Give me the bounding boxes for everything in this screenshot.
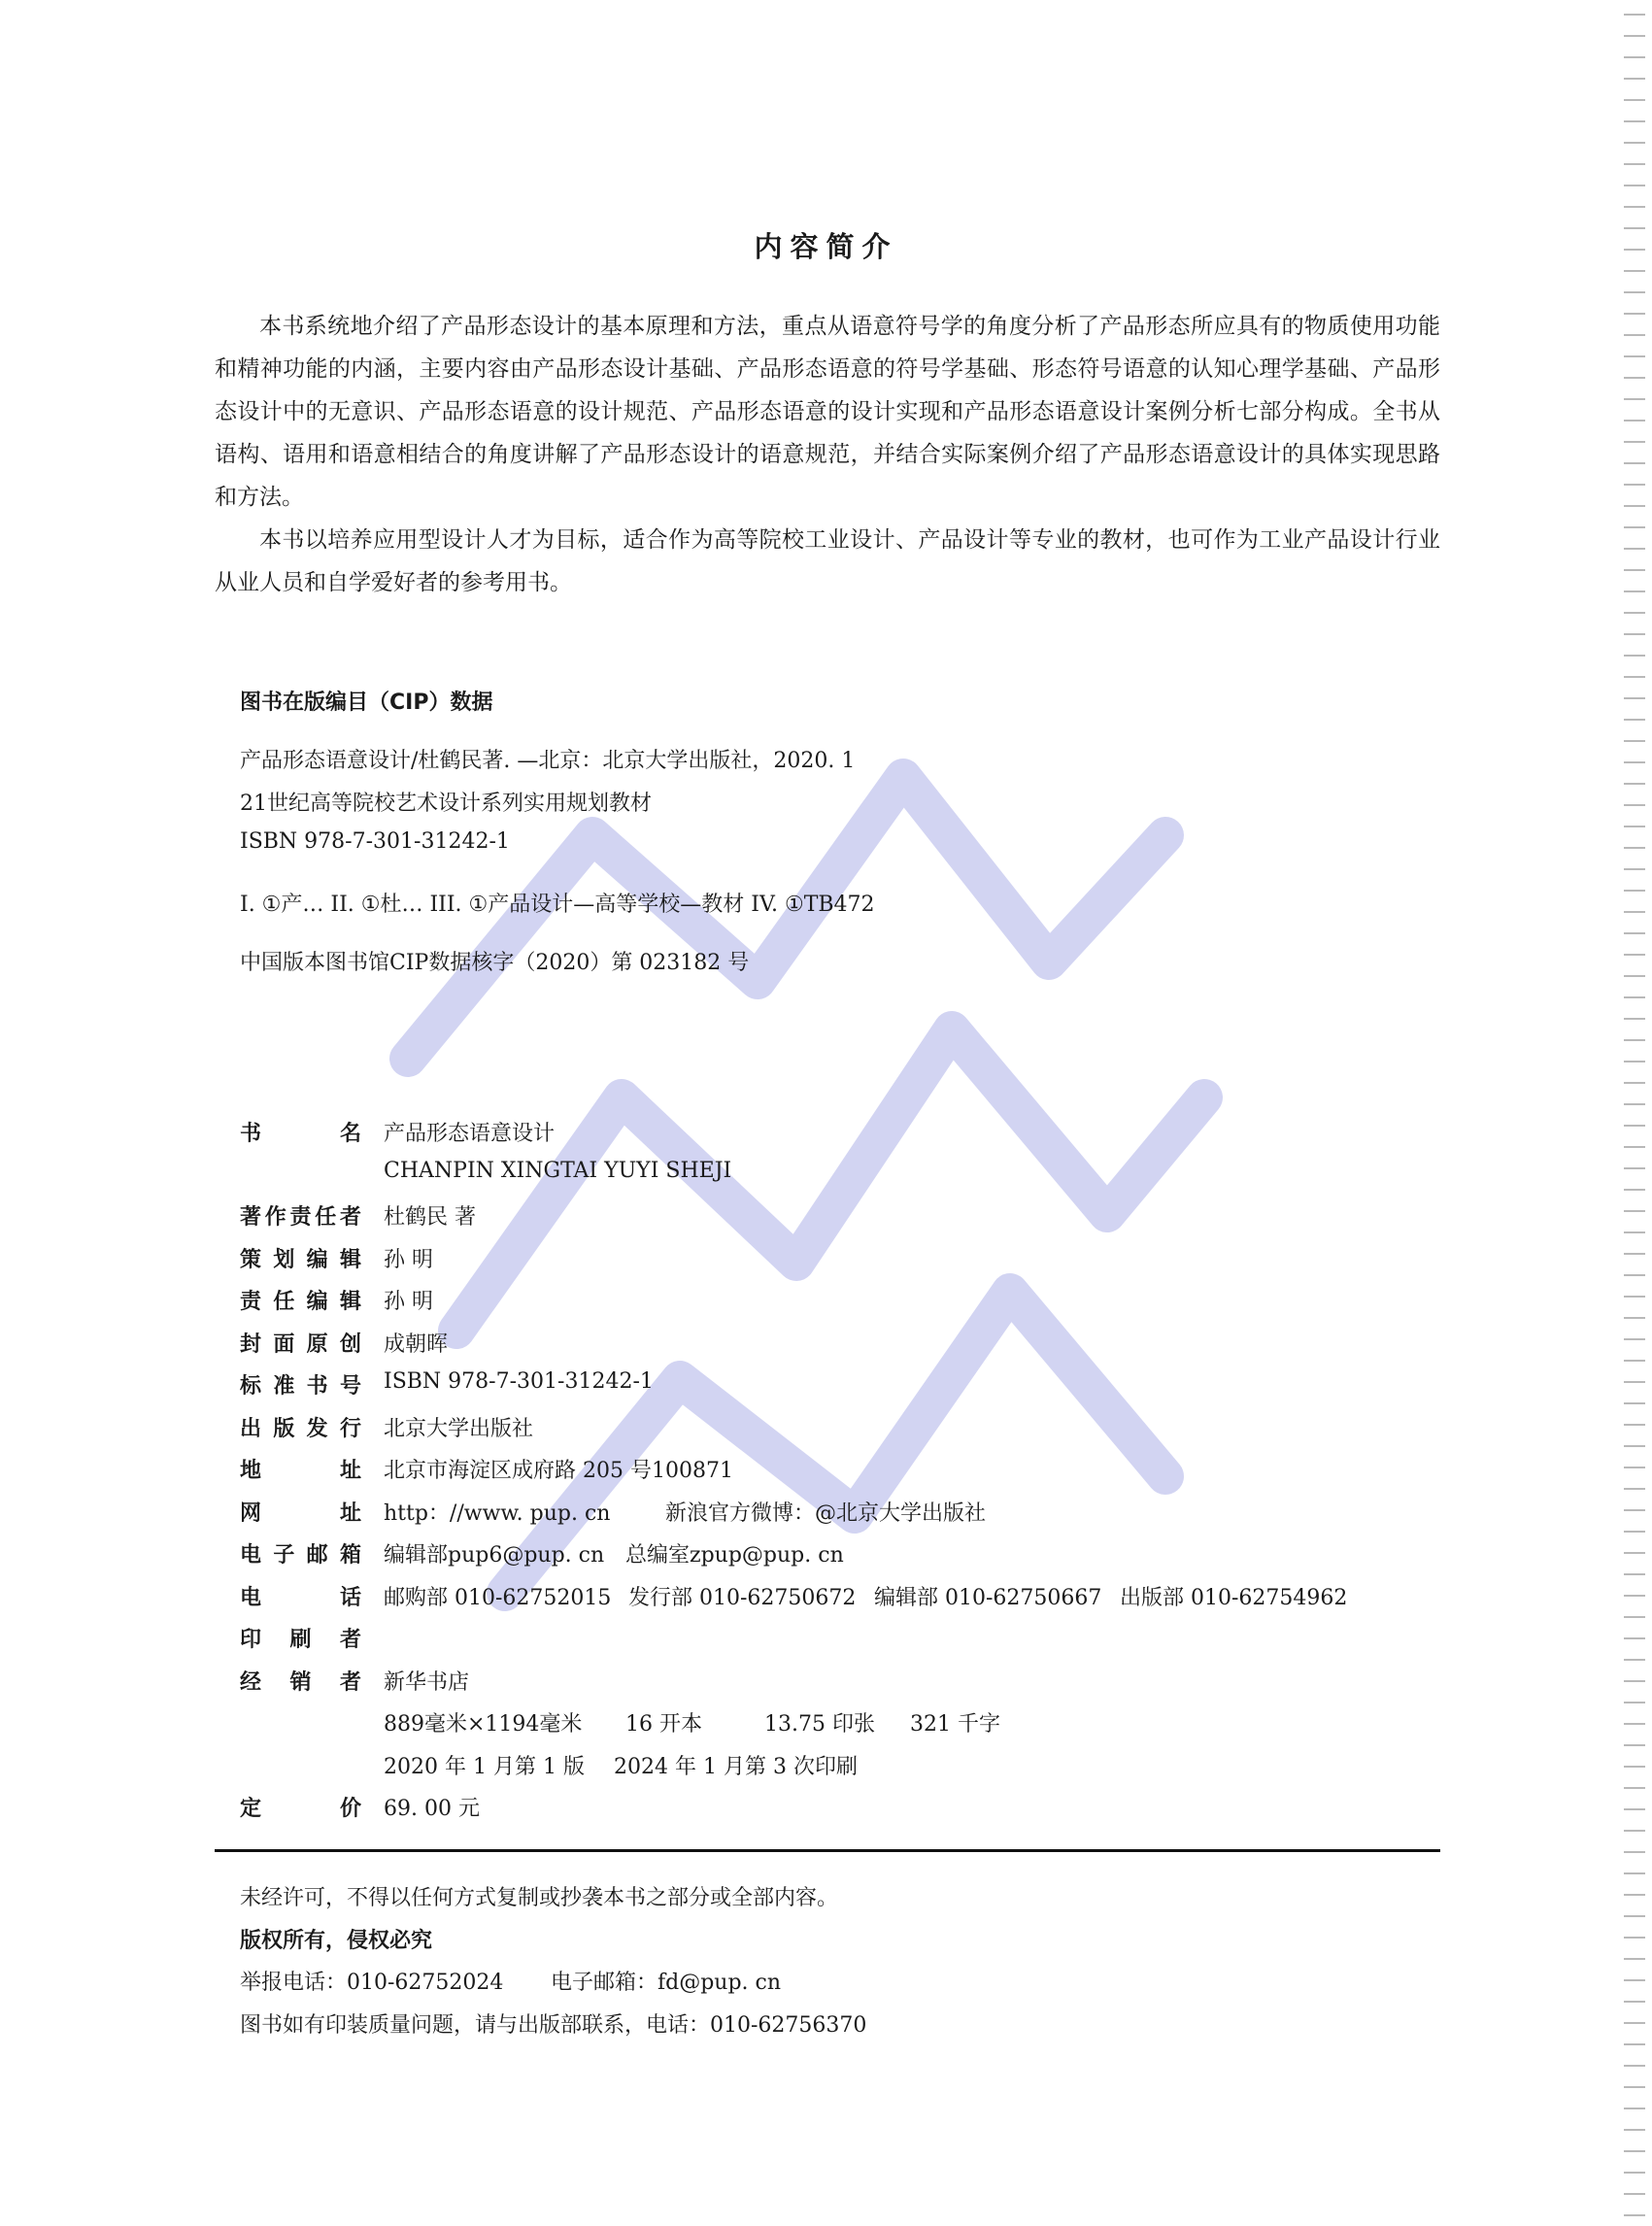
page-edge-ticks <box>1624 0 1652 2226</box>
edge-tick <box>1624 911 1645 913</box>
edge-tick <box>1624 1317 1645 1319</box>
info-label: 印刷者 <box>240 1628 361 1652</box>
rights-statement: 版权所有，侵权必究 <box>240 1929 433 1953</box>
info-value: 孙 明 <box>384 1290 433 1314</box>
edge-tick <box>1624 590 1645 592</box>
info-label: 标准书号 <box>240 1374 361 1399</box>
edge-tick <box>1624 1146 1645 1148</box>
edge-tick <box>1624 1851 1645 1853</box>
edge-tick <box>1624 1680 1645 1682</box>
edge-tick <box>1624 441 1645 443</box>
edge-tick <box>1624 1808 1645 1810</box>
edge-tick <box>1624 1830 1645 1832</box>
edge-tick <box>1624 1595 1645 1597</box>
edge-tick <box>1624 313 1645 315</box>
edge-tick <box>1624 2065 1645 2067</box>
edge-tick <box>1624 932 1645 934</box>
info-value: 杜鹤民 著 <box>384 1205 476 1230</box>
edge-tick <box>1624 655 1645 657</box>
summary-paragraph: 本书以培养应用型设计人才为目标，适合作为高等院校工业设计、产品设计等专业的教材，也可作为工业产品设计行业从业人员和自学爱好者的参考用书。 <box>215 527 1440 595</box>
edge-tick <box>1624 2043 1645 2045</box>
edge-tick <box>1624 142 1645 144</box>
cip-line: ISBN 978-7-301-31242-1 <box>240 829 510 854</box>
edge-tick <box>1624 1958 1645 1960</box>
phone-editorial: 编辑部 010-62750667 <box>874 1586 1102 1610</box>
report-phone: 举报电话：010-62752024 <box>240 1971 504 1995</box>
edge-tick <box>1624 1445 1645 1447</box>
price-value: 69. 00 元 <box>384 1797 480 1821</box>
edge-tick <box>1624 270 1645 272</box>
edge-tick <box>1624 120 1645 122</box>
edge-tick <box>1624 1766 1645 1768</box>
edge-tick <box>1624 334 1645 336</box>
email-editorial: 编辑部pup6@pup. cn <box>384 1543 605 1568</box>
edge-tick <box>1624 804 1645 806</box>
format-sheets: 13.75 印张 <box>764 1712 875 1737</box>
edge-tick <box>1624 1531 1645 1533</box>
edge-tick <box>1624 847 1645 849</box>
edge-tick <box>1624 2150 1645 2152</box>
edge-tick <box>1624 1381 1645 1383</box>
edge-tick <box>1624 420 1645 422</box>
website-url: http：//www. pup. cn <box>384 1501 611 1526</box>
info-label: 电话 <box>240 1586 361 1610</box>
phone-distribution: 发行部 010-62750672 <box>628 1586 857 1610</box>
edge-tick <box>1624 526 1645 528</box>
phone-mail-order: 邮购部 010-62752015 <box>384 1586 612 1610</box>
edge-tick <box>1624 14 1645 16</box>
edge-tick <box>1624 1488 1645 1490</box>
cip-line: 产品形态语意设计/杜鹤民著. —北京：北京大学出版社，2020. 1 <box>240 749 856 773</box>
format-size: 889毫米×1194毫米 <box>384 1712 583 1737</box>
edge-tick <box>1624 2172 1645 2174</box>
edge-tick <box>1624 398 1645 400</box>
edge-tick <box>1624 377 1645 379</box>
edge-tick <box>1624 1039 1645 1041</box>
edge-tick <box>1624 1616 1645 1618</box>
info-label: 出版发行 <box>240 1417 361 1441</box>
info-label: 网址 <box>240 1501 361 1526</box>
edge-tick <box>1624 163 1645 165</box>
edge-tick <box>1624 1424 1645 1426</box>
edge-tick <box>1624 2086 1645 2088</box>
edge-tick <box>1624 868 1645 870</box>
edge-tick <box>1624 1637 1645 1639</box>
divider-rule <box>215 1849 1440 1852</box>
info-label: 封面原创 <box>240 1332 361 1357</box>
edge-tick <box>1624 355 1645 357</box>
info-value: 新华书店 <box>384 1670 470 1695</box>
edge-tick <box>1624 1253 1645 1255</box>
edge-tick <box>1624 633 1645 635</box>
edge-tick <box>1624 826 1645 827</box>
edge-tick <box>1624 719 1645 721</box>
edge-tick <box>1624 1061 1645 1062</box>
edge-tick <box>1624 1402 1645 1404</box>
edge-tick <box>1624 890 1645 892</box>
edge-tick <box>1624 1125 1645 1127</box>
cip-classification: I. ①产… II. ①杜… III. ①产品设计—高等学校—教材 IV. ①TB472 <box>240 893 875 917</box>
edge-tick <box>1624 1274 1645 1276</box>
edge-tick <box>1624 1872 1645 1874</box>
phone-publishing: 出版部 010-62754962 <box>1120 1586 1348 1610</box>
edge-tick <box>1624 1018 1645 1020</box>
email-chief-office: 总编室zpup@pup. cn <box>625 1543 844 1568</box>
info-label: 定价 <box>240 1797 361 1821</box>
edge-tick <box>1624 2214 1645 2216</box>
edge-tick <box>1624 740 1645 742</box>
edition-print: 2024 年 1 月第 3 次印刷 <box>614 1755 858 1779</box>
edge-tick <box>1624 99 1645 101</box>
edge-tick <box>1624 612 1645 614</box>
weibo-account: 新浪官方微博：@北京大学出版社 <box>665 1501 987 1526</box>
edge-tick <box>1624 1296 1645 1298</box>
edge-tick <box>1624 484 1645 486</box>
edge-tick <box>1624 954 1645 956</box>
edition-first: 2020 年 1 月第 1 版 <box>384 1755 585 1779</box>
info-value: 北京市海淀区成府路 205 号100871 <box>384 1459 733 1483</box>
edge-tick <box>1624 2108 1645 2109</box>
cip-heading: 图书在版编目（CIP）数据 <box>240 691 493 715</box>
edge-tick <box>1624 1189 1645 1191</box>
edge-tick <box>1624 78 1645 80</box>
edge-tick <box>1624 2022 1645 2024</box>
format-words: 321 千字 <box>910 1712 1000 1737</box>
edge-tick <box>1624 1338 1645 1340</box>
edge-tick <box>1624 505 1645 507</box>
edge-tick <box>1624 206 1645 208</box>
copy-notice: 未经许可，不得以任何方式复制或抄袭本书之部分或全部内容。 <box>240 1886 839 1910</box>
edge-tick <box>1624 35 1645 37</box>
edge-tick <box>1624 2129 1645 2131</box>
quality-contact: 图书如有印装质量问题，请与出版部联系，电话：010-62756370 <box>240 2013 867 2038</box>
cip-record-number: 中国版本图书馆CIP数据核字（2020）第 023182 号 <box>240 951 750 975</box>
edge-tick <box>1624 185 1645 186</box>
info-label: 责任编辑 <box>240 1290 361 1314</box>
edge-tick <box>1624 1894 1645 1896</box>
edge-tick <box>1624 1467 1645 1468</box>
info-label: 书名 <box>240 1122 361 1146</box>
edge-tick <box>1624 1573 1645 1575</box>
info-label: 地址 <box>240 1459 361 1483</box>
edge-tick <box>1624 996 1645 998</box>
edge-tick <box>1624 1915 1645 1917</box>
edge-tick <box>1624 291 1645 293</box>
edge-tick <box>1624 1167 1645 1169</box>
edge-tick <box>1624 761 1645 763</box>
edge-tick <box>1624 548 1645 550</box>
edge-tick <box>1624 1231 1645 1233</box>
edge-tick <box>1624 1552 1645 1554</box>
edge-tick <box>1624 975 1645 977</box>
edge-tick <box>1624 1210 1645 1212</box>
edge-tick <box>1624 2193 1645 2195</box>
summary-paragraph: 本书系统地介绍了产品形态设计的基本原理和方法，重点从语意符号学的角度分析了产品形态所应具有的物质使用功能和精神功能的内涵，主要内容由产品形态设计基础、产品形态语意的符号学基础、形态符号语意的认知心理学基础、产品形态设计中的无意识、产品形态语意的设计规范、产品形态语意的设计实现和产品形态语意设计案例分析七部分构成。全书从语构、语用和语意相结合的角度讲解了产品形态设计的语意规范，并结合实际案例介绍了产品形态语意设计的具体实现思路和方法。 <box>215 314 1440 510</box>
info-label: 著作责任者 <box>240 1205 361 1230</box>
edge-tick <box>1624 569 1645 571</box>
info-value: 孙 明 <box>384 1248 433 1272</box>
info-label: 策划编辑 <box>240 1248 361 1272</box>
info-label: 经销者 <box>240 1670 361 1695</box>
info-value: 成朝晖 <box>384 1332 449 1357</box>
edge-tick <box>1624 1979 1645 1981</box>
edge-tick <box>1624 462 1645 464</box>
info-value-pinyin: CHANPIN XINGTAI YUYI SHEJI <box>384 1159 732 1183</box>
info-label: 电子邮箱 <box>240 1543 361 1568</box>
edge-tick <box>1624 1659 1645 1661</box>
edge-tick <box>1624 1509 1645 1511</box>
edge-tick <box>1624 1103 1645 1105</box>
edge-tick <box>1624 1360 1645 1362</box>
edge-tick <box>1624 1082 1645 1084</box>
edge-tick <box>1624 1787 1645 1789</box>
report-email: 电子邮箱：fd@pup. cn <box>551 1971 782 1995</box>
info-value: 产品形态语意设计 <box>384 1122 556 1146</box>
edge-tick <box>1624 697 1645 699</box>
edge-tick <box>1624 676 1645 678</box>
edge-tick <box>1624 56 1645 58</box>
format-kai: 16 开本 <box>625 1712 702 1737</box>
edge-tick <box>1624 1723 1645 1725</box>
edge-tick <box>1624 1702 1645 1703</box>
cip-line: 21世纪高等院校艺术设计系列实用规划教材 <box>240 792 652 816</box>
info-value: 北京大学出版社 <box>384 1417 534 1441</box>
edge-tick <box>1624 1937 1645 1939</box>
edge-tick <box>1624 2001 1645 2003</box>
info-value: ISBN 978-7-301-31242-1 <box>384 1369 654 1394</box>
summary-title: 内容简介 <box>754 230 898 263</box>
edge-tick <box>1624 783 1645 785</box>
edge-tick <box>1624 1744 1645 1746</box>
